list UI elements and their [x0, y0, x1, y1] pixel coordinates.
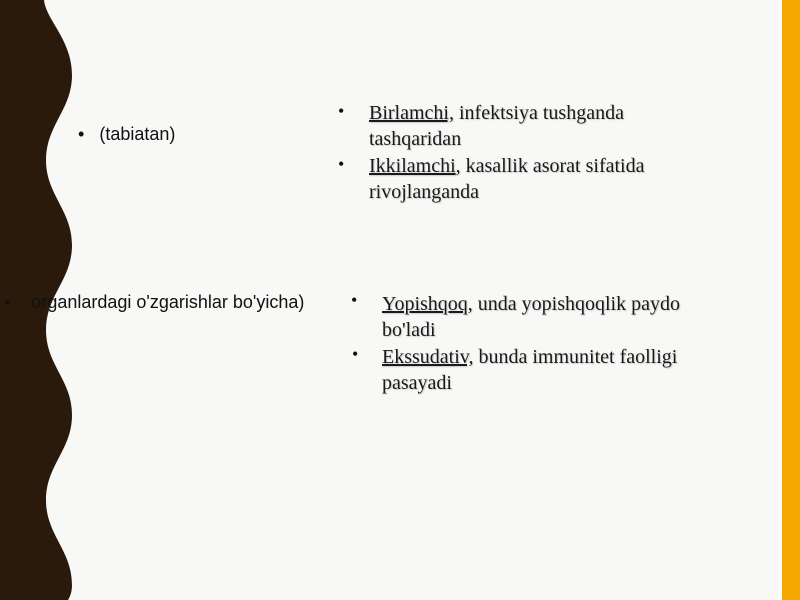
list-item-text-line2: pasayadi — [382, 372, 452, 394]
bullet: • — [338, 101, 345, 121]
bullet: • — [352, 344, 359, 364]
list-item-text: bunda immunitet faolligi — [473, 346, 678, 368]
left-label-1 — [78, 124, 175, 145]
list-item-text-line2: bo'ladi — [382, 319, 436, 341]
bullet: • — [338, 154, 345, 174]
accent-bar — [782, 0, 800, 600]
bullet: • — [78, 124, 85, 144]
left-label-text: (tabiatan) — [99, 124, 176, 144]
list-item-term: Birlamchi, — [369, 102, 454, 124]
list-item-text-line2: rivojlanganda — [369, 181, 479, 203]
left-label-2 — [4, 292, 304, 313]
bullet: • — [351, 290, 358, 310]
list-item-term: Ikkilamchi — [369, 155, 456, 177]
list-item-term: Yopishqoq, — [382, 293, 473, 315]
left-label-text: organlardagi o'zgarishlar bo'yicha) — [31, 292, 305, 312]
list-item-text: infektsiya tushganda — [453, 102, 624, 124]
list-item-term: Ekssudativ, — [382, 346, 474, 368]
list-item-text-line2: tashqaridan — [369, 128, 462, 150]
bullet: • — [4, 292, 11, 312]
list-item-text: unda yopishqoqlik paydo — [472, 293, 680, 315]
list-item-text: , kasallik asorat sifatida — [455, 155, 645, 177]
